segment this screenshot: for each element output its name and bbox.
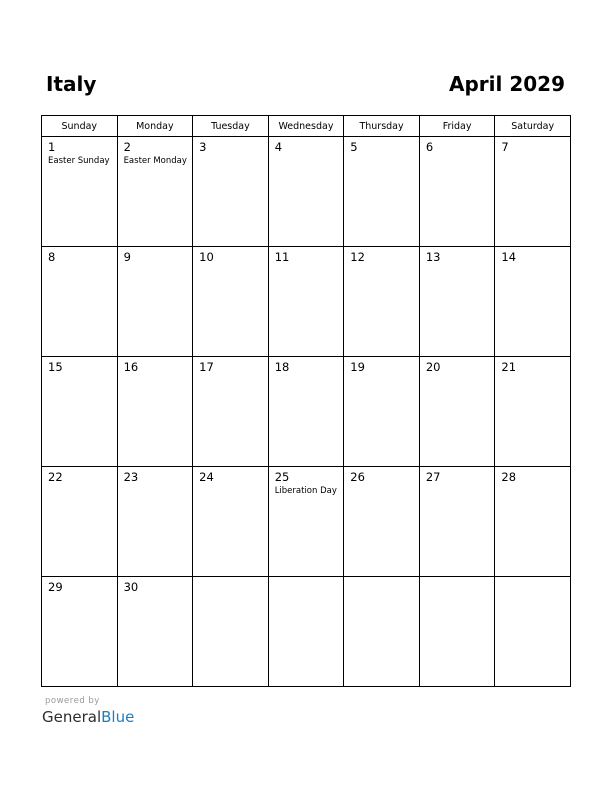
powered-by-text: powered by (45, 696, 100, 706)
weekday-friday: Friday (419, 116, 495, 137)
day-number: 22 (48, 470, 63, 484)
calendar-day-cell (42, 247, 118, 357)
calendar-day-cell (419, 357, 495, 467)
calendar-day-cell (193, 247, 269, 357)
calendar-day-cell (419, 467, 495, 577)
calendar-day-cell (495, 467, 571, 577)
calendar-day-cell (193, 137, 269, 247)
calendar-day-cell (117, 467, 193, 577)
weekday-monday: Monday (117, 116, 193, 137)
calendar-day-cell (344, 357, 420, 467)
calendar-week-row (42, 357, 571, 467)
calendar-day-cell (495, 137, 571, 247)
day-number: 25 (274, 470, 290, 484)
calendar-day-cell (42, 467, 118, 577)
calendar-day-cell (344, 247, 420, 357)
calendar-day-cell (495, 577, 571, 687)
weekday-wednesday: Wednesday (268, 116, 344, 137)
weekday-thursday: Thursday (344, 116, 420, 137)
day-number: 14 (501, 250, 517, 264)
day-number: 21 (501, 360, 517, 374)
calendar-day-cell (344, 467, 420, 577)
calendar-day-cell (42, 357, 118, 467)
calendar-day-cell (117, 137, 193, 247)
calendar-day-cell (495, 357, 571, 467)
calendar-day-cell (268, 137, 344, 247)
calendar-body (42, 137, 571, 687)
calendar-day-cell (193, 577, 269, 687)
holiday-label: Easter Monday (123, 156, 187, 166)
calendar-week-row (42, 137, 571, 247)
day-number: 12 (350, 250, 365, 264)
day-number: 18 (274, 360, 290, 374)
weekday-tuesday: Tuesday (193, 116, 269, 137)
day-number: 30 (123, 580, 139, 594)
day-number: 23 (123, 470, 139, 484)
day-number: 26 (350, 470, 365, 484)
day-number: 6 (425, 140, 434, 154)
day-number: 11 (274, 250, 290, 264)
calendar-day-cell (117, 577, 193, 687)
holiday-label: Easter Sunday (48, 156, 110, 166)
calendar-day-cell (419, 577, 495, 687)
calendar-grid (41, 115, 571, 687)
day-number: 3 (199, 140, 207, 154)
calendar-day-cell (117, 247, 193, 357)
calendar-week-row (42, 577, 571, 687)
day-number: 1 (48, 140, 56, 154)
calendar-day-cell (117, 357, 193, 467)
calendar-day-cell (268, 467, 344, 577)
day-number: 20 (425, 360, 441, 374)
month-year-title: April 2029 (449, 72, 565, 96)
calendar-day-cell (419, 137, 495, 247)
holiday-label: Liberation Day (274, 486, 337, 496)
brand-name-general: General (42, 708, 102, 726)
day-number: 29 (48, 580, 63, 594)
day-number: 27 (425, 470, 441, 484)
day-number: 16 (123, 360, 139, 374)
calendar-week-row (42, 247, 571, 357)
weekday-sunday: Sunday (42, 116, 118, 137)
day-number: 28 (501, 470, 517, 484)
brand-logo[interactable] (42, 707, 134, 727)
calendar-day-cell (268, 247, 344, 357)
day-number: 4 (274, 140, 283, 154)
day-number: 8 (48, 250, 56, 264)
calendar-day-cell (42, 577, 118, 687)
day-number: 10 (199, 250, 214, 264)
calendar-week-row (42, 467, 571, 577)
day-number: 5 (350, 140, 358, 154)
calendar-day-cell (495, 247, 571, 357)
calendar-day-cell (344, 577, 420, 687)
day-number: 13 (425, 250, 441, 264)
calendar-day-cell (42, 137, 118, 247)
calendar-day-cell (193, 467, 269, 577)
weekday-header-row (42, 116, 571, 137)
calendar-day-cell (193, 357, 269, 467)
country-title: Italy (46, 72, 97, 96)
day-number: 15 (48, 360, 63, 374)
day-number: 9 (123, 250, 131, 264)
weekday-saturday: Saturday (495, 116, 571, 137)
calendar-day-cell (344, 137, 420, 247)
day-number: 19 (350, 360, 365, 374)
day-number: 24 (199, 470, 214, 484)
calendar-day-cell (268, 357, 344, 467)
calendar-day-cell (268, 577, 344, 687)
day-number: 7 (501, 140, 509, 154)
day-number: 17 (199, 360, 214, 374)
calendar-day-cell (419, 247, 495, 357)
brand-name-blue: Blue (101, 708, 135, 726)
day-number: 2 (123, 140, 131, 154)
footer-branding (42, 696, 134, 727)
